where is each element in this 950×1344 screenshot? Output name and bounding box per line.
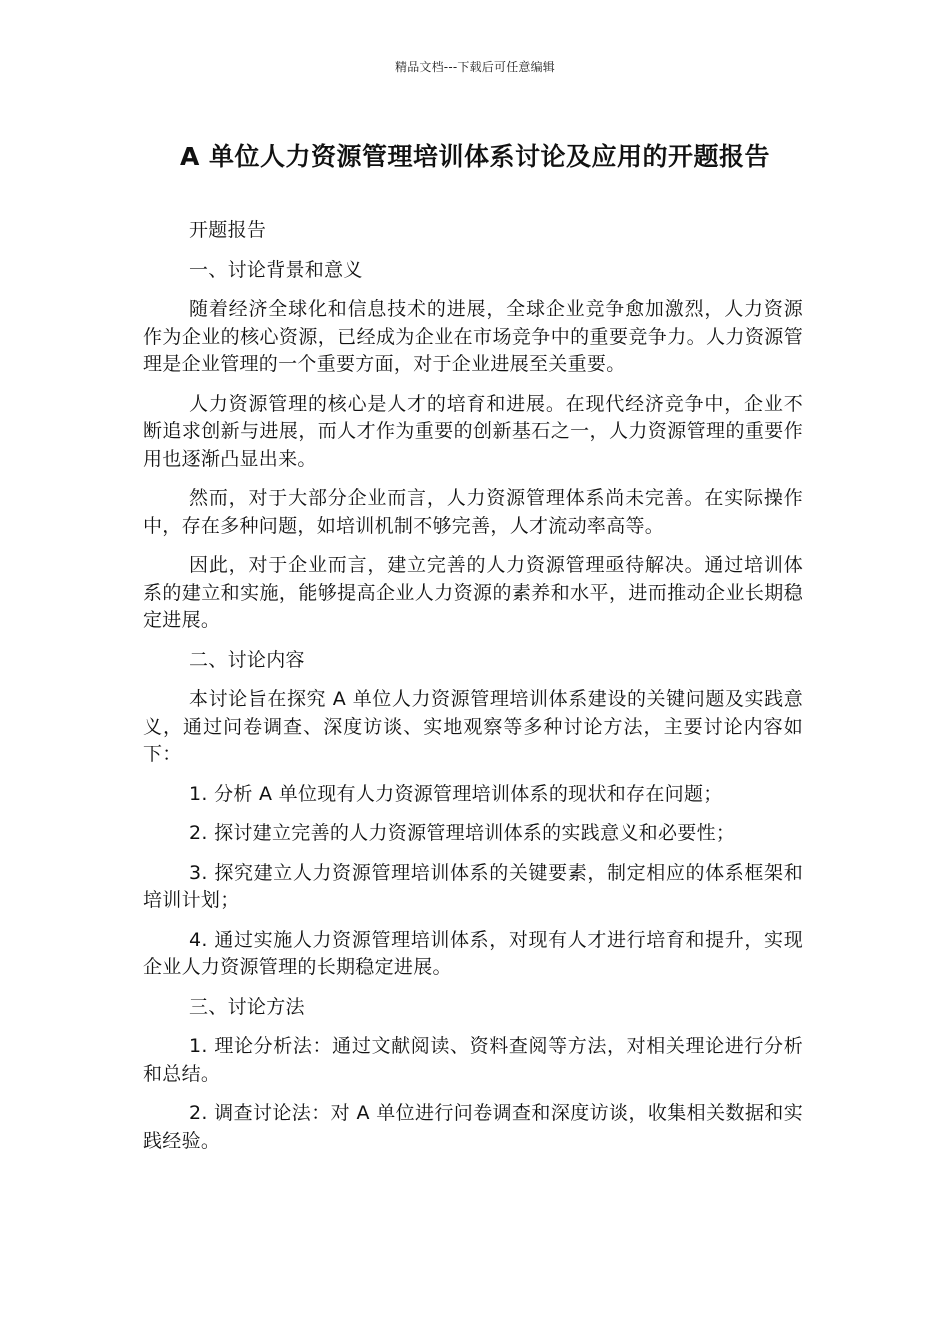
list-item: 3. 探究建立人力资源管理培训体系的关键要素，制定相应的体系框架和培训计划； [143, 861, 803, 911]
page-header-note: 精品文档---下载后可任意编辑 [395, 60, 555, 74]
paragraph: 因此，对于企业而言，建立完善的人力资源管理亟待解决。通过培训体系的建立和实施，能够提高企业人力资源的素养和水平，进而推动企业长期稳定进展。 [143, 554, 803, 631]
paragraph: 本讨论旨在探究 A 单位人力资源管理培训体系建设的关键问题及实践意义，通过问卷调查、深度访谈、实地观察等多种讨论方法，主要讨论内容如下： [143, 688, 803, 765]
paragraph: 然而，对于大部分企业而言，人力资源管理体系尚未完善。在实际操作中，存在多种问题，如培训机制不够完善，人才流动率高等。 [143, 487, 803, 537]
paragraph: 随着经济全球化和信息技术的进展，全球企业竞争愈加激烈，人力资源作为企业的核心资源，已经成为企业在市场竞争中的重要竞争力。人力资源管理是企业管理的一个重要方面，对于企业进展至关重要。 [143, 298, 803, 375]
paragraph: 人力资源管理的核心是人才的培育和进展。在现代经济竞争中，企业不断追求创新与进展，而人才作为重要的创新基石之一，人力资源管理的重要作用也逐渐凸显出来。 [143, 392, 803, 470]
list-item: 2. 探讨建立完善的人力资源管理培训体系的实践意义和必要性； [189, 822, 736, 844]
document-body [143, 217, 803, 1167]
heading-content: 二、讨论内容 [189, 648, 305, 671]
heading-methods: 三、讨论方法 [189, 995, 305, 1018]
list-item: 1. 分析 A 单位现有人力资源管理培训体系的现状和存在问题； [189, 782, 723, 805]
list-item: 1. 理论分析法：通过文献阅读、资料查阅等方法，对相关理论进行分析和总结。 [143, 1035, 803, 1085]
section-label-report: 开题报告 [189, 219, 267, 241]
document-title: A 单位人力资源管理培训体系讨论及应用的开题报告 [179, 142, 771, 171]
list-item: 4. 通过实施人力资源管理培训体系，对现有人才进行培育和提升，实现企业人力资源管理的长期稳定进展。 [143, 928, 803, 978]
heading-background: 一、讨论背景和意义 [189, 258, 363, 281]
list-item: 2. 调查讨论法：对 A 单位进行问卷调查和深度访谈，收集相关数据和实践经验。 [143, 1102, 803, 1152]
